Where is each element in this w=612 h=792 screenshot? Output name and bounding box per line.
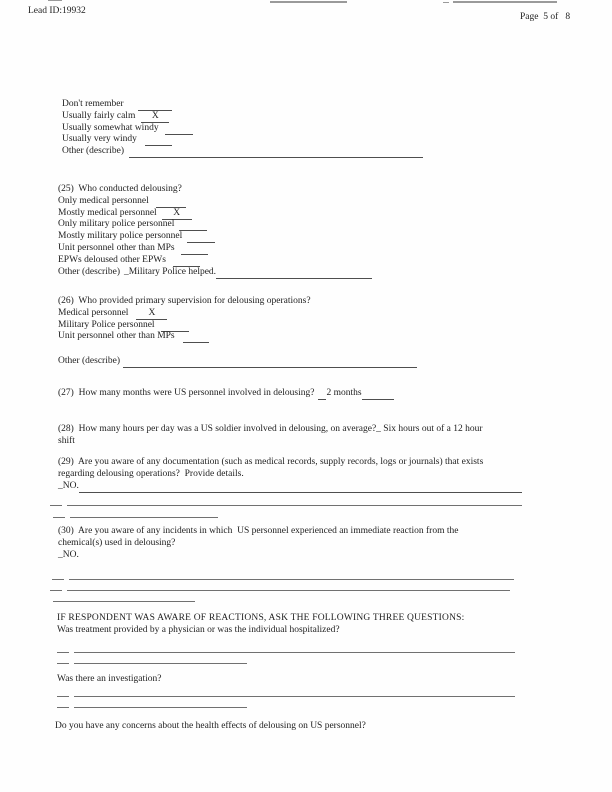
write-in-line[interactable] (123, 356, 417, 368)
option-label: Usually fairly calm (62, 111, 136, 121)
answer-blank[interactable] (179, 219, 207, 231)
question-25-block (58, 184, 372, 278)
write-in-line[interactable] (129, 146, 423, 158)
option-label: Usually somewhat windy (62, 122, 159, 133)
scan-artifact (270, 1, 347, 3)
answer-blank[interactable]: X (141, 111, 169, 123)
option-label: Unit personnel other than MPs (58, 331, 175, 342)
write-in-line[interactable] (50, 590, 510, 591)
option-label: Usually very windy (62, 134, 137, 145)
question-27-block (58, 388, 394, 400)
write-in-line[interactable] (79, 481, 522, 493)
scan-artifact (48, 0, 62, 1)
write-in-line[interactable] (57, 663, 247, 664)
write-in-line[interactable] (53, 601, 195, 602)
option-row (58, 219, 372, 231)
write-in-line[interactable] (216, 267, 372, 279)
option-label: Other (describe) (58, 356, 120, 367)
question-text: Was treatment provided by a physician or was the individual hospitalized? (57, 624, 340, 635)
answer-blank[interactable] (138, 99, 172, 111)
closing-question: Do you have any concerns about the health effects of delousing on US personnel? (55, 721, 366, 731)
option-row (58, 320, 311, 332)
option-label: Only military police personnel (58, 219, 175, 230)
question-28-block (58, 424, 483, 448)
option-label: Other (describe) (58, 266, 120, 277)
option-row (58, 231, 372, 243)
question-text: Was there an investigation? (57, 674, 162, 684)
other-describe-row (58, 267, 372, 279)
option-label: Mostly military police personnel (58, 231, 183, 242)
question-30-block (58, 526, 458, 561)
option-row (58, 208, 372, 220)
answer-blank[interactable] (165, 123, 193, 135)
write-in-line[interactable] (52, 579, 514, 580)
question-text: chemical(s) used in delousing? (58, 537, 176, 548)
written-answer: _NO. (58, 549, 79, 560)
option-label: Medical personnel (58, 308, 129, 318)
option-label: Other (describe) (62, 146, 124, 157)
other-describe-row (62, 146, 423, 158)
investigation-question (57, 674, 162, 686)
option-label: Mostly medical personnel (58, 207, 157, 218)
question-text: regarding delousing operations? Provide details. (58, 468, 244, 479)
answer-blank[interactable] (173, 255, 200, 267)
written-answer: _Military Police helped. (123, 266, 217, 277)
answer-blank[interactable]: X (136, 308, 167, 320)
answer-blank[interactable] (183, 331, 209, 343)
answer-blank[interactable] (362, 388, 394, 400)
written-answer: 2 months (326, 388, 362, 399)
question-26-other-row (58, 356, 417, 368)
option-row (58, 196, 372, 208)
write-in-line[interactable] (57, 707, 247, 708)
option-row (58, 308, 311, 320)
question-heading: (26) Who provided primary supervision for delousing operations? (58, 296, 311, 306)
answer-blank[interactable] (161, 320, 189, 332)
option-row (62, 134, 423, 146)
option-label: Don't remember (62, 99, 124, 110)
write-in-line[interactable] (57, 696, 515, 697)
option-label: EPWs deloused other EPWs (58, 254, 166, 265)
option-row (62, 111, 423, 123)
question-text: (29) Are you aware of any documentation (such as medical records, supply records, logs or journals) that exists (58, 457, 484, 467)
option-row (58, 255, 372, 267)
written-answer: _NO. (58, 480, 79, 491)
question-text: (30) Are you aware of any incidents in which US personnel experienced an immediate reaction from the (58, 526, 459, 536)
option-label: Only medical personnel (58, 196, 149, 206)
write-in-line[interactable] (57, 652, 515, 653)
option-label: Military Police personnel (58, 319, 155, 330)
question-text: (27) How many months were US personnel involved in delousing? (58, 388, 315, 399)
scan-artifact (453, 1, 557, 3)
question-heading: (25) Who conducted delousing? (58, 184, 182, 194)
weather-options-block (62, 99, 423, 158)
answer-blank[interactable] (181, 243, 208, 255)
answer-blank[interactable] (156, 196, 186, 208)
write-in-line[interactable] (53, 517, 218, 518)
option-row (62, 99, 423, 111)
option-row (58, 243, 372, 255)
section-heading: IF RESPONDENT WAS AWARE OF REACTIONS, ASK THE FOLLOWING THREE QUESTIONS: (57, 613, 465, 623)
question-text: (28) How many hours per day was a US soldier involved in delousing, on average?_ Six hours out of a 12 hour (58, 424, 483, 434)
option-row (58, 331, 311, 343)
reactions-section (57, 613, 464, 637)
question-29-block (58, 457, 522, 492)
written-answer: shift (58, 435, 75, 446)
question-26-block (58, 296, 311, 343)
page-number-label: Page 5 of 8 (520, 12, 571, 22)
lead-id-label: Lead ID:19932 (28, 6, 86, 16)
write-in-line[interactable] (50, 505, 522, 506)
answer-blank[interactable]: X (162, 208, 192, 220)
answer-blank[interactable] (187, 231, 215, 243)
answer-blank[interactable] (145, 134, 172, 146)
scan-artifact (443, 2, 449, 3)
option-row (62, 123, 423, 135)
option-label: Unit personnel other than MPs (58, 243, 175, 254)
